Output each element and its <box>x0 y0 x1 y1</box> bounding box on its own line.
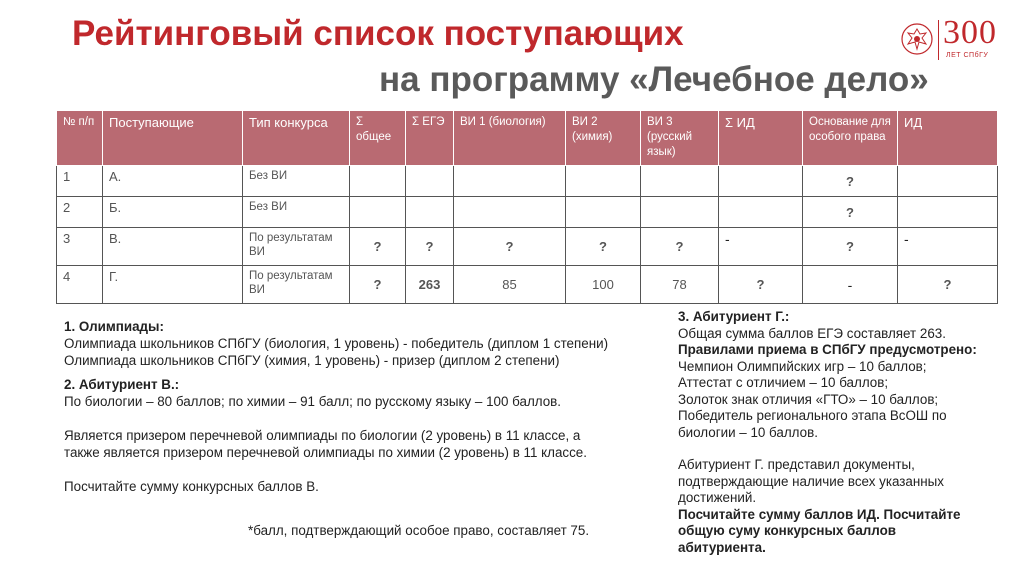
table-cell: - <box>898 228 998 266</box>
table-cell: ? <box>803 166 898 197</box>
table-cell: 2 <box>57 197 103 228</box>
table-row <box>57 166 998 197</box>
spbu-300-logo <box>900 14 1018 62</box>
spbu-emblem-icon <box>900 22 934 56</box>
col-header: Σ общее <box>350 111 406 166</box>
table-cell <box>898 166 998 197</box>
col-header: Основание для особого права <box>803 111 898 166</box>
col-header: № п/п <box>57 111 103 166</box>
table-cell: 4 <box>57 266 103 304</box>
table-cell: ? <box>406 228 454 266</box>
table-header-row <box>57 111 998 166</box>
col-header: ВИ 2 (химия) <box>566 111 641 166</box>
table-cell <box>566 197 641 228</box>
table-cell: - <box>803 266 898 304</box>
table-row <box>57 266 998 304</box>
col-header: ВИ 1 (биология) <box>454 111 566 166</box>
table-cell: - <box>719 228 803 266</box>
table-cell: По результатам ВИ <box>243 266 350 304</box>
table-cell <box>454 166 566 197</box>
table-cell: ? <box>719 266 803 304</box>
table-row <box>57 228 998 266</box>
table-cell <box>454 197 566 228</box>
table-cell: ? <box>566 228 641 266</box>
rules-heading: Правилами приема в СПбГУ предусмотрено: <box>678 342 977 357</box>
col-header: Тип конкурса <box>243 111 350 166</box>
logo-divider <box>938 20 939 60</box>
rule-item: Победитель регионального этапа ВсОШ по биологии – 10 баллов. <box>678 408 947 440</box>
table-cell: 1 <box>57 166 103 197</box>
table-cell: 85 <box>454 266 566 304</box>
table-cell <box>406 197 454 228</box>
table-cell: А. <box>103 166 243 197</box>
right-text-block <box>678 309 978 556</box>
logo-caption: ЛЕТ СПбГУ <box>946 52 989 59</box>
col-header: Поступающие <box>103 111 243 166</box>
applicant-g-task: Посчитайте сумму баллов ИД. Посчитайте общую суму конкурсных баллов абитуриента. <box>678 506 961 555</box>
applicant-v-olympiads: Является призером перечневой олимпиады по биологии (2 уровень) в 11 классе, а также является призером перечневой олимпиады по химии (2 уровень) в 11 классе. <box>64 428 587 460</box>
col-header: ИД <box>898 111 998 166</box>
page-subtitle: на программу «Лечебное дело» <box>379 60 929 99</box>
table-cell <box>350 166 406 197</box>
olympiad-line: Олимпиада школьников СПбГУ (биология, 1 уровень) - победитель (диплом 1 степени) <box>64 336 609 351</box>
table-cell: ? <box>350 266 406 304</box>
table-cell <box>719 197 803 228</box>
table-cell: 263 <box>406 266 454 304</box>
table-cell: ? <box>350 228 406 266</box>
table-cell: 100 <box>566 266 641 304</box>
page-title: Рейтинговый список поступающих <box>72 14 684 53</box>
table-cell: Г. <box>103 266 243 304</box>
table-cell: ? <box>803 197 898 228</box>
olympiads-heading: 1. Олимпиады: <box>64 319 164 334</box>
table-cell <box>641 197 719 228</box>
table-cell: ? <box>641 228 719 266</box>
table-cell <box>641 166 719 197</box>
rule-item: Золоток знак отличия «ГТО» – 10 баллов; <box>678 391 939 407</box>
table-cell <box>566 166 641 197</box>
table-cell: ? <box>454 228 566 266</box>
applicant-v-task: Посчитайте сумму конкурсных баллов В. <box>64 479 319 494</box>
applicant-g-sum: Общая сумма баллов ЕГЭ составляет 263. <box>678 325 946 341</box>
rating-table <box>56 110 998 304</box>
table-cell: Без ВИ <box>243 166 350 197</box>
left-text-block <box>64 318 674 495</box>
table-cell <box>350 197 406 228</box>
applicant-v-heading: 2. Абитуриент В.: <box>64 377 180 392</box>
applicant-g-docs: Абитуриент Г. представил документы, подтверждающие наличие всех указанных достижений. <box>678 457 944 505</box>
table-cell: 78 <box>641 266 719 304</box>
table-cell: ? <box>803 228 898 266</box>
table-cell: ? <box>898 266 998 304</box>
logo-number: 300 <box>943 14 997 51</box>
applicant-v-scores: По биологии – 80 баллов; по химии – 91 балл; по русскому языку – 100 баллов. <box>64 394 561 409</box>
footnote: *балл, подтверждающий особое право, составляет 75. <box>248 523 590 538</box>
col-header: Σ ЕГЭ <box>406 111 454 166</box>
table-cell <box>406 166 454 197</box>
rule-item: Чемпион Олимпийских игр – 10 баллов; <box>678 358 927 374</box>
table-cell <box>719 166 803 197</box>
table-cell <box>898 197 998 228</box>
table-cell: Без ВИ <box>243 197 350 228</box>
table-cell: По результатам ВИ <box>243 228 350 266</box>
table-cell: В. <box>103 228 243 266</box>
table-cell: 3 <box>57 228 103 266</box>
col-header: Σ ИД <box>719 111 803 166</box>
rule-item: Аттестат с отличием – 10 баллов; <box>678 375 889 390</box>
table-cell: Б. <box>103 197 243 228</box>
table-row <box>57 197 998 228</box>
col-header: ВИ 3 (русский язык) <box>641 111 719 166</box>
olympiad-line: Олимпиада школьников СПбГУ (химия, 1 уровень) - призер (диплом 2 степени) <box>64 353 560 368</box>
applicant-g-heading: 3. Абитуриент Г.: <box>678 309 790 324</box>
